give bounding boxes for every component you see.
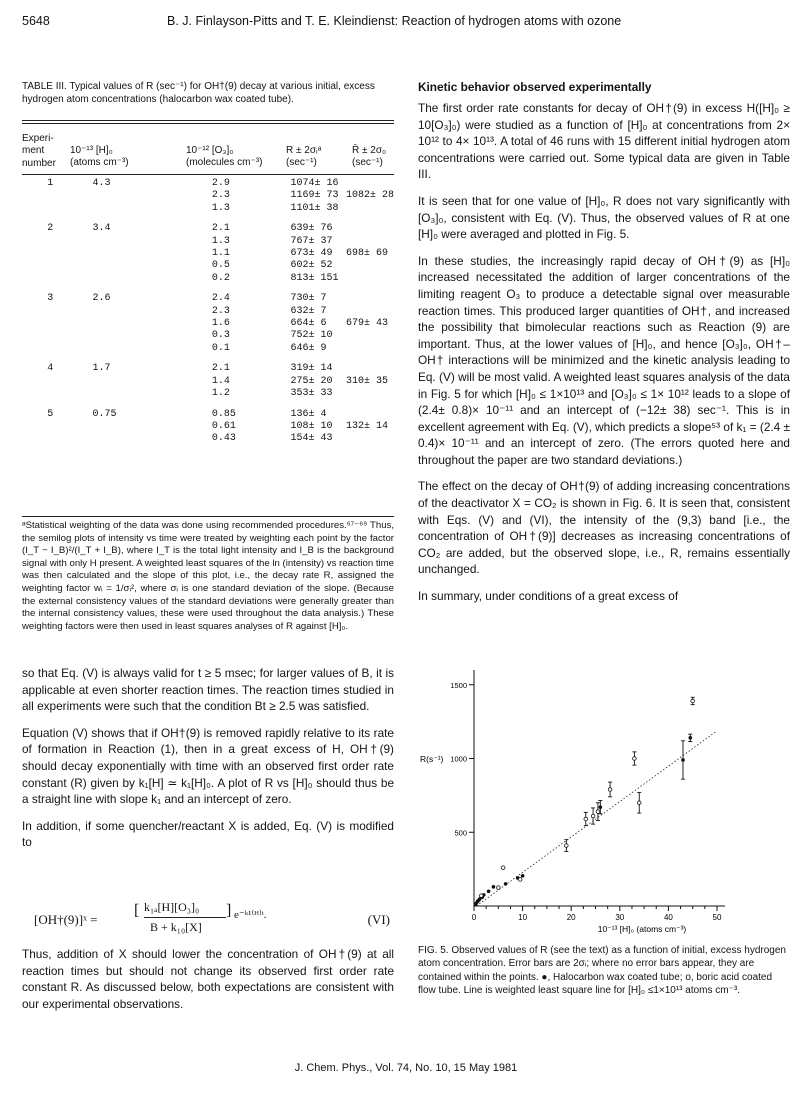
cell-h-conc (79, 273, 186, 285)
equation-lhs: [OH†(9)]ˣ = (34, 912, 98, 927)
cell-o3-conc: 0.2 (211, 272, 230, 284)
cell-r: 353± 33 (290, 388, 333, 400)
table-row (22, 236, 394, 248)
cell-h-conc: 0.75 (92, 408, 117, 420)
cell-experiment: 4 (47, 363, 54, 375)
chart-axes (450, 670, 725, 922)
table-row (22, 293, 394, 305)
right-column-text (418, 80, 790, 605)
x-axis-label: 10⁻¹³ [H]₀ (atoms cm⁻³) (597, 924, 687, 934)
table-row (22, 376, 394, 388)
table-row (22, 433, 394, 445)
cell-r: 319± 14 (290, 363, 333, 375)
col-header-experiment: Experi- ment number (22, 133, 56, 169)
table-row (22, 178, 394, 190)
table-row (22, 409, 394, 421)
bracket-right: ] (226, 902, 232, 919)
table-row (22, 388, 394, 400)
data-point-filled (504, 882, 508, 886)
cell-h-conc (79, 260, 186, 272)
cell-h-conc (79, 421, 186, 433)
table-top-rule (22, 120, 394, 121)
cell-o3-conc: 2.1 (211, 223, 230, 235)
data-point-open (637, 801, 641, 805)
equation-denominator: B + k₁₀[X] (150, 920, 202, 934)
table-top-rule-2 (22, 123, 394, 124)
cell-o3-conc: 0.1 (211, 342, 230, 354)
paragraph: It is seen that for one value of [H]₀, R does not vary significantly with [O₃]₀, consistent with Eq. (V). Thus, the observed values of R at one [H]₀ were averaged and plotted in Fig. 5. (418, 193, 790, 242)
data-point-open (565, 844, 569, 848)
row-spacer (22, 285, 394, 293)
cell-experiment (22, 433, 79, 445)
cell-r: 813± 151 (290, 272, 339, 284)
data-point-open (479, 894, 483, 898)
x-tick-label: 20 (566, 913, 576, 922)
cell-r-avg (346, 273, 394, 285)
paragraph: The first order rate constants for decay of OH†(9) in excess H([H]₀ ≥ 10[O₃]₀) were studied as a function of [H]₀ at concentrations from 2× 10¹² to 4× 10¹³. A total of 46 runs with 15 different initial hydrogen atom concentrations were carried out. Some typical data are given in Table III. (418, 101, 790, 182)
col-header-r-avg: R̄ ± 2σ₀ (sec⁻¹) (352, 145, 387, 169)
cell-r-avg (346, 363, 394, 375)
cell-h-conc: 3.4 (92, 223, 111, 235)
cell-r: 136± 4 (290, 408, 327, 420)
figure-5 (410, 660, 790, 942)
paragraph: In these studies, the increasingly rapid decay of OH†(9) as [H]₀ increased necessitated the addition of larger concentrations of the limiting reagent O₃ to produce a detectable signal over measurable reaction times. This produced larger quantities of OH†, and increased the possibility that bimolecular reactions such as Reaction (9) are important. Thus, at the lower values of [H]₀, and hence [O₃]₀, OH†–OH† interactions will be minimized and the kinetic analysis leading to Eq. (V) will be most valid. A weighted least squares analysis of the data in Fig. 5 for which [H]₀ ≤ 1×10¹³ and [O₃]₀ ≤ 1× 10¹² leads to a slope of (2.4± 0.8)× 10⁻¹¹ and an intercept of (−12± 38) sec⁻¹. This is in excellent agreement with Eq. (V), which predicts a slope⁵³ of k₁ = (2.4 ± 0.4)× 10⁻¹¹ and an intercept of zero. (The errors quoted here and throughout the paper are two standard deviations.) (418, 253, 790, 467)
cell-r-avg: 679± 43 (345, 318, 388, 330)
cell-o3-conc: 1.6 (211, 318, 230, 330)
page-number: 5648 (22, 14, 50, 28)
y-tick-label: 1000 (450, 754, 467, 764)
data-point-open (633, 757, 637, 761)
equation-label: (VI) (367, 912, 390, 927)
data-table (22, 178, 394, 446)
paragraph: The effect on the decay of OH†(9) of adding increasing concentrations of the deactivator X = CO₂ is shown in Fig. 6. It is seen that, consistent with Eqs. (V) and (VI), the intensity of the (9,3) band [i.e., the concentration of OH†(9)] decreases as increasing concentrations of CO₂ are added, but the observed slope, i.e., R, remains essentially unchanged. (418, 479, 790, 577)
cell-r-avg: 310± 35 (345, 375, 388, 387)
cell-r-avg: 1082± 28 (345, 190, 394, 202)
cell-experiment (22, 190, 79, 202)
x-tick-label: 40 (663, 913, 673, 922)
cell-experiment (22, 421, 79, 433)
cell-h-conc (79, 388, 186, 400)
cell-h-conc (79, 433, 186, 445)
data-point-open (591, 814, 595, 818)
cell-r: 639± 76 (290, 223, 333, 235)
y-tick-label: 1500 (450, 680, 467, 690)
cell-o3-conc: 1.3 (211, 235, 230, 247)
chart-marks (474, 697, 717, 906)
data-point-filled (521, 874, 525, 878)
cell-experiment (22, 318, 79, 330)
cell-o3-conc: 0.61 (211, 420, 236, 432)
cell-r-avg (346, 343, 394, 355)
cell-experiment (22, 260, 79, 272)
table-row (22, 421, 394, 433)
cell-r-avg (346, 178, 394, 190)
row-spacer (22, 215, 394, 223)
cell-experiment (22, 376, 79, 388)
table-footnote: ᵃStatistical weighting of the data was done using recommended procedures.⁶⁷⁻⁶⁹ Thus, the semilog plots of intensity vs time were treated by weighting each point by the factor (I_T − I_B)²/(I_T + I_B), where I_T is the total light intensity and I_B is the background signal with only H present. A weighted least squares of the ln (intensity) vs reaction time was then calculated and the slope of this plot, i.e., the decay rate R, assigned the weighting factor wᵢ = 1/σᵢ², where σᵢ is one standard deviation of the slope. (Because the external consistency values of the standard deviations were generally greater than the internal consistency values, these were used throughout the data analysis.) These weighting factors were then used in least squares analyses of R against [H]₀. (22, 520, 394, 632)
cell-r-avg (346, 293, 394, 305)
section-title: Kinetic behavior observed experimentally (418, 80, 652, 94)
cell-o3-conc: 1.2 (211, 388, 230, 400)
cell-o3-conc: 1.1 (211, 248, 230, 260)
cell-r: 646± 9 (290, 342, 327, 354)
equation-exponential: e⁻ᵏ¹⁽ᴴ⁾ᵗ. (234, 909, 267, 921)
cell-experiment (22, 236, 79, 248)
cell-experiment (22, 330, 79, 342)
cell-o3-conc: 2.4 (211, 293, 230, 305)
table-header-rule (22, 174, 394, 175)
paragraph: so that Eq. (V) is always valid for t ≥ 5 msec; for larger values of B, it is applicable at even shorter reaction times. The reaction times studied in all experiments were such that the condition Bt ≥ 2.5 was satisfied. (22, 666, 394, 714)
paragraph: Thus, addition of X should lower the concentration of OH†(9) at all reaction times but should not change its observed first order rate constant R. As discussed below, both expectations are consistent with our experimental observations. (22, 947, 394, 1011)
col-header-r: R ± 2σᵢᵃ (sec⁻¹) (286, 145, 322, 169)
running-head: B. J. Finlayson-Pitts and T. E. Kleindienst: Reaction of hydrogen atoms with ozone (167, 14, 622, 28)
col-header-o3-conc: 10⁻¹² [O₃]₀ (molecules cm⁻³) (186, 145, 263, 169)
cell-r-avg (346, 330, 394, 342)
table-row (22, 260, 394, 272)
cell-experiment (22, 306, 79, 318)
cell-h-conc: 1.7 (92, 363, 111, 375)
cell-r: 664± 6 (290, 318, 327, 330)
cell-r: 730± 7 (290, 293, 327, 305)
cell-r-avg: 132± 14 (345, 420, 388, 432)
cell-o3-conc: 2.9 (211, 178, 230, 189)
cell-r: 108± 10 (290, 420, 333, 432)
table-row (22, 343, 394, 355)
cell-h-conc (79, 236, 186, 248)
cell-r-avg (346, 223, 394, 235)
page-footer: J. Chem. Phys., Vol. 74, No. 10, 15 May 1981 (294, 1062, 518, 1074)
cell-h-conc (79, 343, 186, 355)
fraction-bar (144, 917, 226, 918)
col-header-h-conc: 10⁻¹³ [H]₀ (atoms cm⁻³) (70, 145, 129, 169)
paragraph: Equation (V) shows that if OH†(9) is removed rapidly relative to its rate of formation in Reaction (1), then in a great excess of H, OH†(9) should decay exponentially with time with an observed first order rate constant (R) given by k₁[H] ≃ k₁[H]₀. A plot of R vs [H]₀ should thus be a straight line with slope k₁ and an intercept of zero. (22, 725, 394, 807)
cell-h-conc (79, 376, 186, 388)
cell-r: 602± 52 (290, 260, 333, 272)
cell-experiment (22, 203, 79, 215)
cell-experiment (22, 343, 79, 355)
cell-r: 632± 7 (290, 305, 327, 317)
data-point-open (518, 878, 522, 882)
cell-r-avg (346, 260, 394, 272)
paragraph: In addition, if some quencher/reactant X is added, Eq. (V) is modified to (22, 818, 394, 850)
y-tick-label: 500 (454, 828, 467, 838)
x-tick-label: 0 (471, 913, 477, 922)
cell-h-conc: 2.6 (92, 293, 111, 305)
cell-o3-conc: 1.3 (211, 202, 230, 214)
cell-experiment (22, 388, 79, 400)
cell-r-avg (346, 306, 394, 318)
cell-o3-conc: 0.43 (211, 433, 236, 445)
cell-r-avg (346, 236, 394, 248)
cell-r: 752± 10 (290, 330, 333, 342)
cell-h-conc (79, 318, 186, 330)
cell-r: 154± 43 (290, 433, 333, 445)
cell-o3-conc: 0.3 (211, 330, 230, 342)
cell-experiment (22, 248, 79, 260)
table-row (22, 318, 394, 330)
data-point-filled (688, 736, 692, 740)
fig5-chart (410, 660, 790, 942)
cell-o3-conc: 1.4 (211, 375, 230, 387)
cell-o3-conc: 2.3 (211, 190, 230, 202)
left-column-text (22, 665, 394, 851)
cell-h-conc (79, 190, 186, 202)
cell-r: 1101± 38 (290, 202, 339, 214)
cell-o3-conc: 0.5 (211, 260, 230, 272)
cell-r: 1169± 73 (290, 190, 339, 202)
cell-r-avg (346, 388, 394, 400)
equation-numerator: k₁ₐ[H][O₃]₀ (144, 900, 200, 914)
table-row (22, 203, 394, 215)
cell-r-avg (346, 433, 394, 445)
table-row (22, 363, 394, 375)
data-point-open (691, 699, 695, 703)
x-tick-label: 50 (712, 913, 722, 922)
x-tick-label: 10 (518, 913, 528, 922)
data-point-open (497, 886, 501, 890)
left-column-text-2 (22, 946, 394, 1012)
cell-h-conc: 4.3 (92, 178, 111, 189)
cell-o3-conc: 2.1 (211, 363, 230, 375)
table-row (22, 273, 394, 285)
cell-experiment: 3 (47, 293, 54, 305)
bracket-left: [ (134, 902, 140, 919)
cell-h-conc (79, 306, 186, 318)
cell-experiment: 2 (47, 223, 54, 235)
data-point-open (608, 788, 612, 792)
equation-vi (22, 898, 394, 944)
cell-experiment: 5 (47, 408, 54, 420)
data-point-open (584, 817, 588, 821)
data-point-filled (681, 758, 685, 762)
data-point-open (501, 866, 505, 870)
data-point-filled (487, 889, 491, 893)
row-spacer (22, 355, 394, 363)
row-spacer (22, 401, 394, 409)
data-point-open (596, 810, 600, 814)
cell-r-avg (346, 409, 394, 421)
cell-r-avg: 698± 69 (345, 248, 388, 260)
table-bottom-rule (22, 516, 394, 517)
cell-r: 1074± 16 (290, 178, 339, 189)
cell-r: 673± 49 (290, 248, 333, 260)
cell-r: 275± 20 (290, 375, 333, 387)
x-tick-label: 30 (615, 913, 625, 922)
paragraph: In summary, under conditions of a great excess of (418, 589, 679, 604)
cell-h-conc (79, 203, 186, 215)
table-body (22, 178, 394, 446)
table-row (22, 223, 394, 235)
cell-r-avg (346, 203, 394, 215)
data-point-filled (492, 885, 496, 889)
cell-experiment: 1 (47, 178, 54, 189)
data-point-filled (599, 805, 603, 809)
cell-o3-conc: 2.3 (211, 305, 230, 317)
cell-o3-conc: 0.85 (211, 408, 236, 420)
fit-line (476, 731, 717, 906)
table-caption: TABLE III. Typical values of R (sec⁻¹) for OH†(9) decay at various initial, excess hydrogen atom concentrations (halocarbon wax coated tube). (22, 81, 375, 106)
table-row (22, 306, 394, 318)
table-row (22, 330, 394, 342)
cell-h-conc (79, 248, 186, 260)
cell-experiment (22, 273, 79, 285)
table-row (22, 190, 394, 202)
cell-r: 767± 37 (290, 235, 333, 247)
table-row (22, 248, 394, 260)
cell-h-conc (79, 330, 186, 342)
figure-caption: FIG. 5. Observed values of R (see the text) as a function of initial, excess hydrogen atom concentration. Error bars are 2σᵢ; where no error bars appear, they are contained within the points. ●, Halocarbon wax coated tube; o, boric acid coated flow tube. Line is weighted least square line for [H]₀ ≤1×10¹³ atoms cm⁻³. (418, 945, 786, 996)
y-axis-label: R(s⁻¹) (420, 754, 444, 764)
